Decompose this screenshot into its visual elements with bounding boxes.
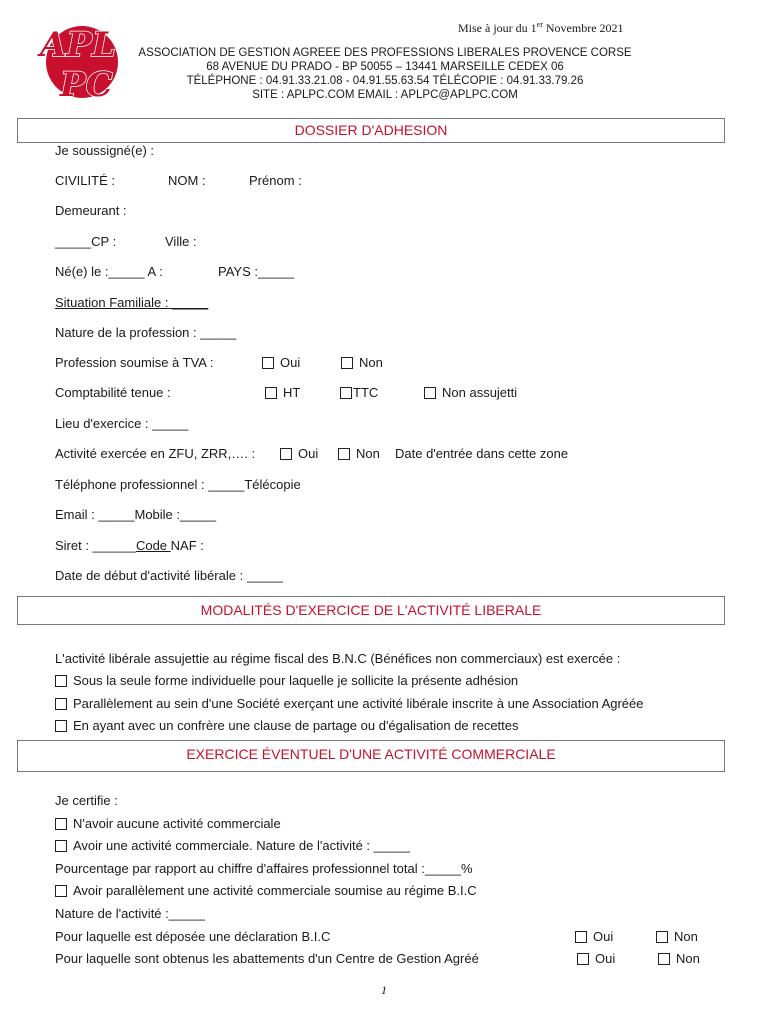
zfu-oui-checkbox[interactable] xyxy=(280,448,292,460)
zfu-non-label: Non xyxy=(356,446,380,461)
section-title-box-adhesion xyxy=(17,118,725,143)
section-title-adhesion: DOSSIER D'ADHESION xyxy=(294,122,448,138)
org-name: ASSOCIATION DE GESTION AGREEE DES PROFESSIONS LIBERALES PROVENCE CORSE xyxy=(138,47,632,59)
bnc-societe-checkbox[interactable] xyxy=(55,698,67,710)
commerce-option-aucune[interactable] xyxy=(55,816,281,831)
declaration-oui-option[interactable] xyxy=(575,929,613,944)
tva-label: Profession soumise à TVA : xyxy=(55,355,214,370)
tva-oui-checkbox[interactable] xyxy=(262,357,274,369)
bnc-option-individuelle[interactable] xyxy=(55,673,518,688)
pays-label: PAYS :_____ xyxy=(218,264,295,279)
abattements-label: Pour laquelle sont obtenus les abattements d'un Centre de Gestion Agréé xyxy=(55,951,479,966)
compta-ttc-checkbox[interactable] xyxy=(340,387,352,399)
tva-non-checkbox[interactable] xyxy=(341,357,353,369)
commerce-aucune-label: N'avoir aucune activité commerciale xyxy=(73,816,281,831)
zfu-oui-option[interactable] xyxy=(280,446,318,461)
compta-ht-label: HT xyxy=(283,385,301,400)
declaration-non-checkbox[interactable] xyxy=(656,931,668,943)
tva-oui-option[interactable] xyxy=(262,355,300,370)
update-prefix: Mise à jour du 1 xyxy=(458,21,537,35)
prenom-label: Prénom : xyxy=(249,173,302,188)
birth-label: Né(e) le :_____ A : xyxy=(55,264,163,279)
abattements-non-option[interactable] xyxy=(658,951,700,966)
zfu-non-checkbox[interactable] xyxy=(338,448,350,460)
zfu-oui-label: Oui xyxy=(298,446,319,461)
declaration-non-label: Non xyxy=(674,929,698,944)
compta-nonassujetti-option[interactable] xyxy=(424,385,517,400)
declaration-non-option[interactable] xyxy=(656,929,698,944)
commerce-bic-checkbox[interactable] xyxy=(55,885,67,897)
commerce-bic-label: Avoir parallèlement une activité commerciale soumise au régime B.I.C xyxy=(73,883,477,898)
commerce-option-bic[interactable] xyxy=(55,883,477,898)
zfu-label: Activité exercée en ZFU, ZRR,…. : xyxy=(55,446,256,461)
commerce-activite-label: Avoir une activité commerciale. Nature de l'activité : _____ xyxy=(73,838,410,853)
bnc-societe-label: Parallèlement au sein d'une Société exerçant une activité libérale inscrite à une Association Agréée xyxy=(73,696,644,711)
org-address: 68 AVENUE DU PRADO - BP 50055 – 13441 MARSEILLE CEDEX 06 xyxy=(206,61,564,73)
update-suffix: Novembre 2021 xyxy=(542,21,624,35)
declaration-label: Pour laquelle est déposée une déclaration B.I.C xyxy=(55,929,331,944)
zfu-non-option[interactable] xyxy=(338,446,380,461)
bnc-partage-checkbox[interactable] xyxy=(55,720,67,732)
section-title-box-commerciale xyxy=(17,740,725,772)
org-phones: TÉLÉPHONE : 04.91.33.21.08 - 04.91.55.63.54 TÉLÉCOPIE : 04.91.33.79.26 xyxy=(186,75,584,87)
bnc-option-partage[interactable] xyxy=(55,718,519,733)
compta-label: Comptabilité tenue : xyxy=(55,385,171,400)
certifie-label: Je certifie : xyxy=(55,793,118,808)
bnc-intro: L'activité libérale assujettie au régime fiscal des B.N.C (Bénéfices non commerciaux) est exercée : xyxy=(55,651,621,666)
siret-label xyxy=(55,538,204,553)
compta-nonassujetti-label: Non assujetti xyxy=(442,385,518,400)
bnc-option-societe[interactable] xyxy=(55,696,644,711)
commerce-aucune-checkbox[interactable] xyxy=(55,818,67,830)
declaration-oui-label: Oui xyxy=(593,929,614,944)
commerce-option-activite[interactable] xyxy=(55,838,410,853)
siret-code: Code xyxy=(135,538,171,553)
compta-ttc-label: TTC xyxy=(353,385,379,400)
lieu-label: Lieu d'exercice : _____ xyxy=(55,416,189,431)
update-date xyxy=(458,20,624,36)
abattements-oui-option[interactable] xyxy=(577,951,615,966)
page-number: 1 xyxy=(381,983,387,997)
demeurant-label: Demeurant : xyxy=(55,203,127,218)
bnc-individuelle-label: Sous la seule forme individuelle pour laquelle je sollicite la présente adhésion xyxy=(73,673,519,688)
date-debut-label: Date de début d'activité libérale : _____ xyxy=(55,568,283,583)
logo-text-bottom: PC xyxy=(60,65,113,102)
bnc-individuelle-checkbox[interactable] xyxy=(55,675,67,687)
update-sup: er xyxy=(536,20,543,29)
civilite-label: CIVILITÉ : xyxy=(55,173,115,188)
section-title-modalites: MODALITÉS D'EXERCICE DE L'ACTIVITÉ LIBERALE xyxy=(200,602,542,618)
section-title-commerciale: EXERCICE ÉVENTUEL D'UNE ACTIVITÉ COMMERCIALE xyxy=(186,746,556,762)
tel-pro-label: Téléphone professionnel : _____Télécopie xyxy=(55,477,301,492)
compta-ht-checkbox[interactable] xyxy=(265,387,277,399)
siret-prefix: Siret : ______ xyxy=(55,538,136,553)
soussigne-label: Je soussigné(e) : xyxy=(55,143,154,158)
abattements-oui-label: Oui xyxy=(595,951,616,966)
org-web: SITE : APLPC.COM EMAIL : APLPC@APLPC.COM xyxy=(252,89,518,101)
nom-label: NOM : xyxy=(168,173,206,188)
situation-label: Situation Familiale : _____ xyxy=(55,295,209,310)
abattements-non-label: Non xyxy=(676,951,700,966)
cp-label: _____CP : xyxy=(55,234,117,249)
email-label: Email : _____Mobile :_____ xyxy=(55,507,217,522)
abattements-non-checkbox[interactable] xyxy=(658,953,670,965)
bnc-partage-label: En ayant avec un confrère une clause de partage ou d'égalisation de recettes xyxy=(73,718,519,733)
ville-label: Ville : xyxy=(165,234,197,249)
tva-non-label: Non xyxy=(359,355,383,370)
declaration-oui-checkbox[interactable] xyxy=(575,931,587,943)
compta-ttc-option[interactable] xyxy=(340,385,378,400)
compta-ht-option[interactable] xyxy=(265,385,300,400)
nature-profession-label: Nature de la profession : _____ xyxy=(55,325,237,340)
abattements-oui-checkbox[interactable] xyxy=(577,953,589,965)
siret-naf: NAF : xyxy=(170,538,204,553)
commerce-activite-checkbox[interactable] xyxy=(55,840,67,852)
date-zone-label: Date d'entrée dans cette zone xyxy=(395,446,569,461)
pourcentage-label: Pourcentage par rapport au chiffre d'affaires professionnel total :_____% xyxy=(55,861,473,876)
section-title-box-modalites xyxy=(17,596,725,625)
nature-activite-label: Nature de l'activité :_____ xyxy=(55,906,205,921)
tva-non-option[interactable] xyxy=(341,355,383,370)
tva-oui-label: Oui xyxy=(280,355,301,370)
compta-nonassujetti-checkbox[interactable] xyxy=(424,387,436,399)
logo-text-top: APL xyxy=(40,25,116,65)
